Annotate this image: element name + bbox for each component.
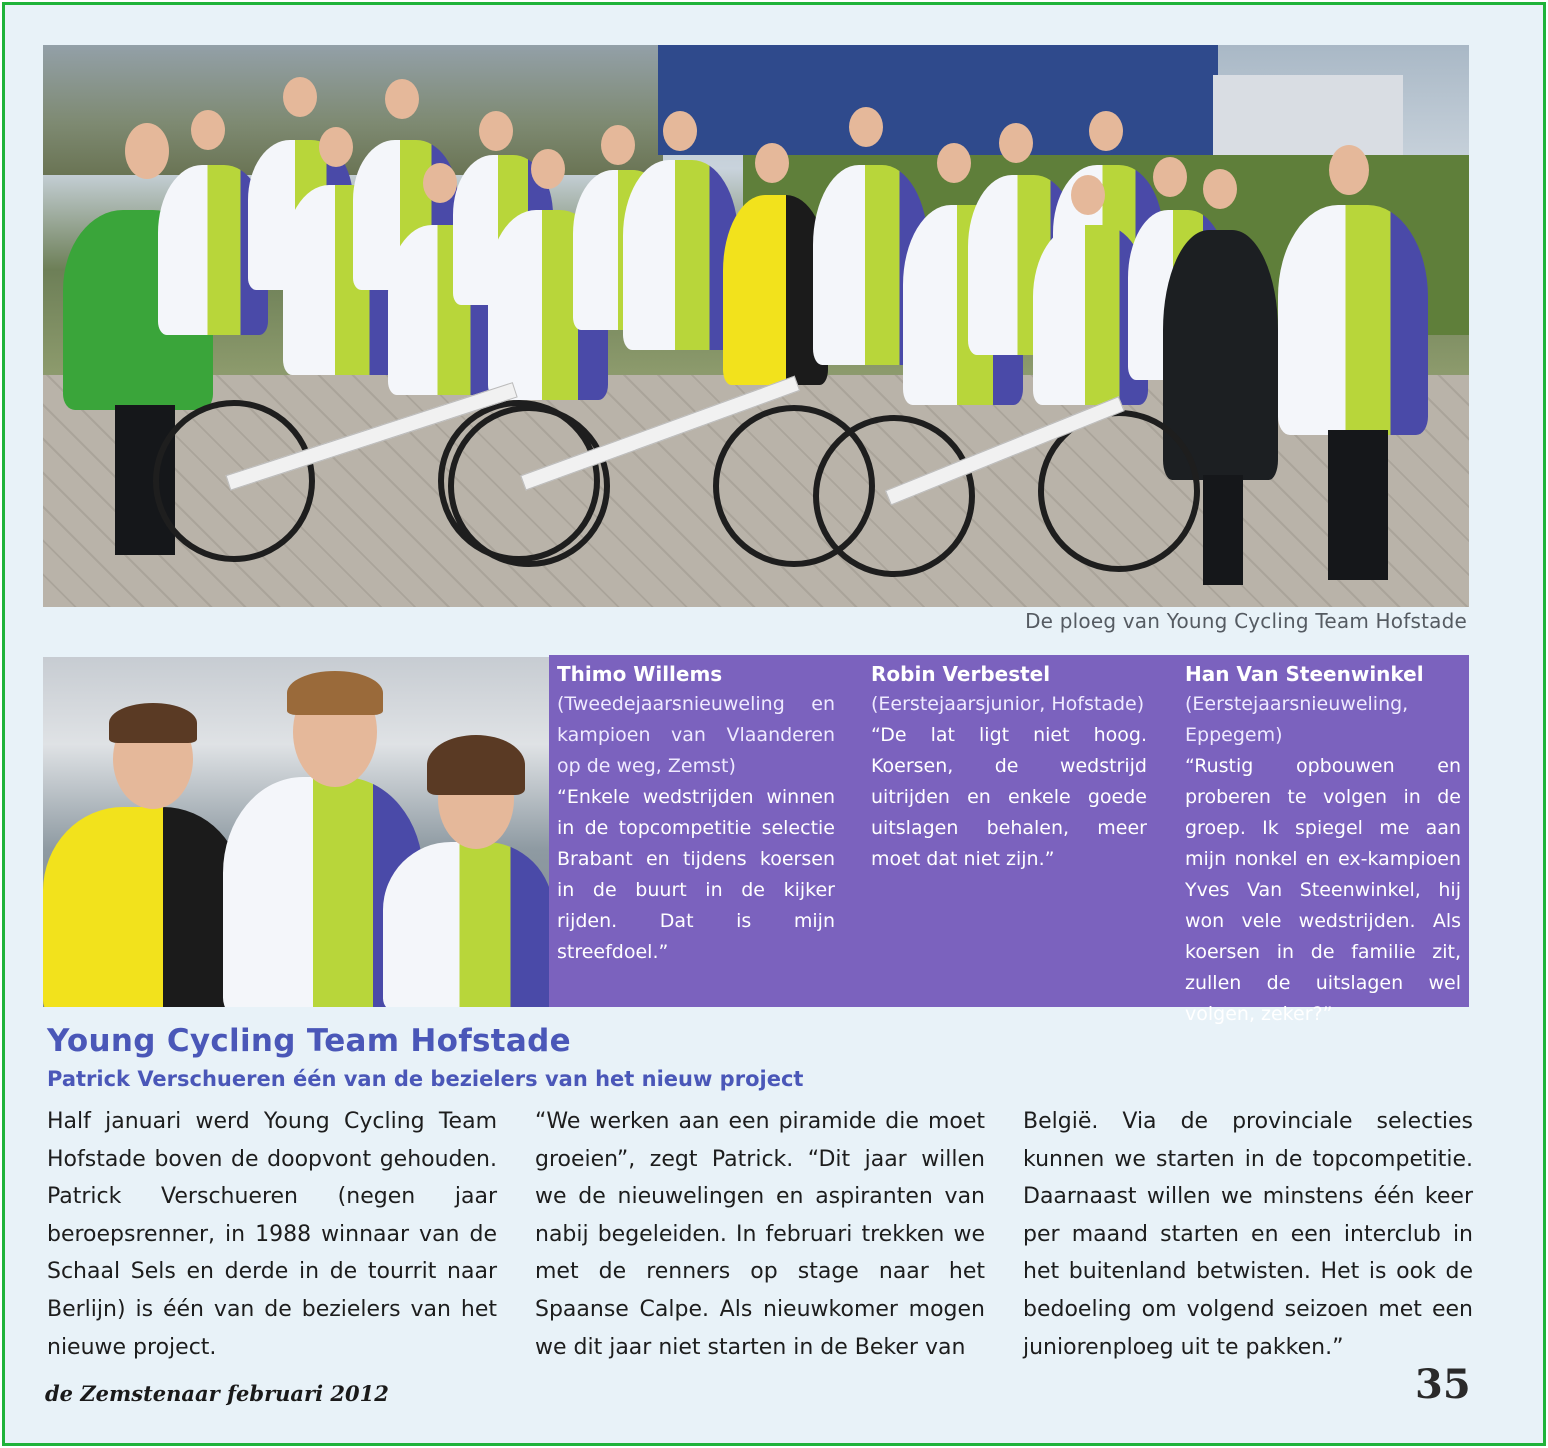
profile-description: (Eerstejaarsjunior, Hofstade) xyxy=(871,693,1145,715)
rider-figure xyxy=(623,160,738,350)
rider-hair xyxy=(109,703,197,743)
article-title: Young Cycling Team Hofstade xyxy=(47,1023,571,1059)
profile-name: Robin Verbestel xyxy=(871,662,1051,686)
rider-head xyxy=(283,77,317,117)
profile-quote: “De lat ligt niet hoog. Koersen, de wedstrijd uitrijden en enkele goede uitslagen behalen, meer moet dat niet zijn.” xyxy=(871,724,1147,870)
rider-head xyxy=(191,110,225,150)
rider-head xyxy=(663,111,697,151)
rider-head xyxy=(1153,157,1187,197)
rider-head xyxy=(479,111,513,151)
rider-head xyxy=(423,163,457,203)
rider-hair xyxy=(427,735,525,795)
rider-head xyxy=(755,143,789,183)
article-subtitle: Patrick Verschueren één van de bezielers van het nieuw project xyxy=(47,1067,804,1091)
profiles-box xyxy=(549,655,1469,1025)
rider-head xyxy=(531,149,565,189)
riders-photo xyxy=(43,657,549,1007)
photo-caption: De ploeg van Young Cycling Team Hofstade xyxy=(1025,609,1467,633)
rider-head xyxy=(999,123,1033,163)
rider-head xyxy=(1329,145,1369,195)
profile-description: (Tweedejaarsnieuweling en kampioen van Vlaanderen op de weg, Zemst) xyxy=(557,693,835,777)
rider-head xyxy=(125,123,169,179)
profile-name: Thimo Willems xyxy=(557,662,723,686)
rider-head xyxy=(937,143,971,183)
rider-hair xyxy=(287,671,383,715)
rider-figure xyxy=(1278,205,1428,435)
rider-head xyxy=(1089,111,1123,151)
rider-head xyxy=(319,127,353,167)
rider-head xyxy=(849,107,883,147)
profile-name: Han Van Steenwinkel xyxy=(1185,662,1424,686)
rider-figure xyxy=(43,807,243,1007)
profile-quote: “Rustig opbouwen en proberen te volgen in de groep. Ik spiegel me aan mijn nonkel en ex-kampioen Yves Van Steenwinkel, hij won vele wedstrijden. Als koersen in de familie zit, zullen de uitslagen wel volgen, zeker?” xyxy=(1185,755,1461,1025)
background-building-annex xyxy=(1213,75,1403,155)
article-column-2: “We werken aan een piramide die moet groeien”, zegt Patrick. “Dit jaar willen we de nieuwelingen en aspiranten van nabij begeleiden. In februari trekken we met de renners op stage naar het Spaanse Calpe. Als nieuwkomer mogen we dit jaar niet starten in de Beker van xyxy=(535,1109,985,1360)
rider-legs xyxy=(1203,475,1243,585)
profile-han-van-steenwinkel xyxy=(1185,659,1461,1030)
rider-figure xyxy=(383,842,549,1007)
article-column-1: Half januari werd Young Cycling Team Hofstade boven de doopvont gehouden. Patrick Verschueren (negen jaar beroepsrenner, in 1988 winnaar van de Schaal Sels en derde in de tourrit naar Berlijn) is één van de bezielers van het nieuwe project. xyxy=(47,1109,497,1360)
profile-quote: “Enkele wedstrijden winnen in de topcompetitie selectie Brabant en tijdens koersen in de buurt in de kijker rijden. Dat is mijn streefdoel.” xyxy=(557,786,835,963)
team-photo xyxy=(43,45,1469,607)
profile-thimo-willems xyxy=(557,659,835,968)
publication-name: de Zemstenaar februari 2012 xyxy=(45,1381,389,1406)
profile-description: (Eerstejaarsnieuweling, Eppegem) xyxy=(1185,693,1409,746)
rider-legs xyxy=(1328,430,1388,580)
rider-head xyxy=(1071,175,1105,215)
page xyxy=(2,2,1546,1446)
background-building xyxy=(658,45,1218,155)
article-column-3: België. Via de provinciale selecties kunnen we starten in de topcompetitie. Daarnaast willen we minstens één keer per maand starten en een interclub in het buitenland betwisten. Het is ook de bedoeling om volgend seizoen met een juniorenploeg uit te pakken.” xyxy=(1023,1109,1473,1360)
rider-head xyxy=(601,125,635,165)
profile-robin-verbestel xyxy=(871,659,1147,875)
rider-head xyxy=(1203,169,1237,209)
rider-head xyxy=(385,79,419,119)
page-number: 35 xyxy=(1415,1361,1471,1408)
